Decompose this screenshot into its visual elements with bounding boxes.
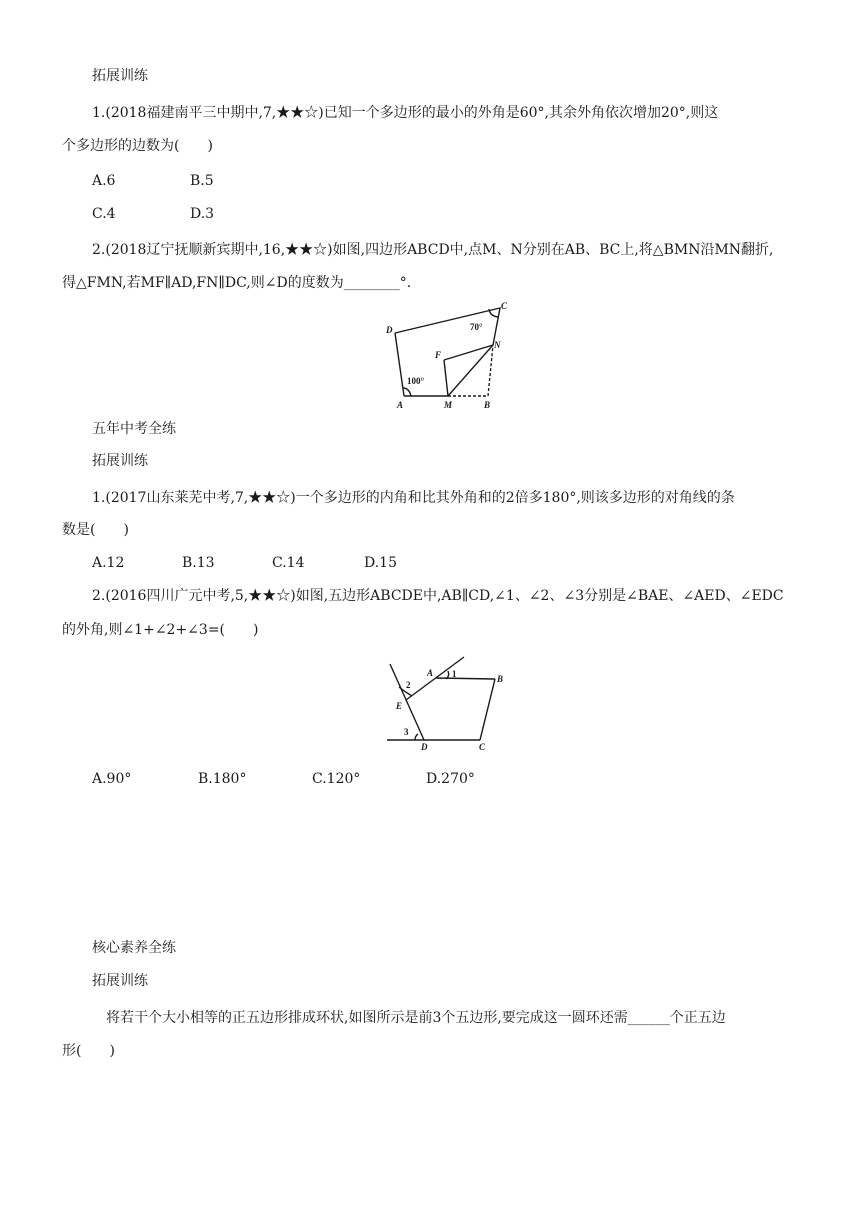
- question-1-text-line-1: 将若干个大小相等的正五边形排成环状,如图所示是前3个五边形,要完成这一圆环还需______个正五边: [106, 1010, 726, 1026]
- label-c: C: [479, 742, 486, 752]
- edge-ab: [436, 678, 495, 679]
- question-1-option-c: C.14: [272, 555, 305, 571]
- label-b: B: [497, 674, 504, 684]
- question-2-option-d: D.270°: [426, 771, 475, 787]
- question-2-option-b: B.180°: [198, 771, 247, 787]
- edge-mf: [444, 360, 448, 396]
- question-1-option-a: A.6: [92, 173, 116, 189]
- question-1-option-c: C.4: [92, 206, 116, 222]
- label-d: D: [386, 325, 393, 335]
- section-heading: 拓展训练: [92, 453, 148, 469]
- edge-bc: [480, 679, 495, 740]
- angle-c-label: 70°: [470, 322, 483, 332]
- label-c: C: [501, 301, 508, 311]
- angle-a-label: 100°: [407, 376, 425, 386]
- edge-da: [395, 333, 404, 396]
- angle-arc-3: [415, 734, 418, 740]
- edge-mn: [448, 345, 493, 396]
- question-1-option-d: D.15: [364, 555, 397, 571]
- question-1-option-b: B.13: [182, 555, 215, 571]
- label-d: D: [421, 742, 428, 752]
- question-1-text-line-2: 个多边形的边数为( ): [62, 138, 213, 154]
- question-1-option-d: D.3: [190, 206, 215, 222]
- label-a: A: [427, 668, 434, 678]
- question-2-option-a: A.90°: [92, 771, 132, 787]
- angle-3-label: 3: [404, 727, 409, 737]
- question-2-option-c: C.120°: [312, 771, 361, 787]
- question-2-text-line-1: 2.(2018辽宁抚顺新宾期中,16,★★☆)如图,四边形ABCD中,点M、N分别在AB、BC上,将△BMN沿MN翻折,: [92, 242, 774, 258]
- pentagon-figure: [382, 652, 518, 754]
- question-1-text-line-2: 形( ): [62, 1043, 115, 1059]
- section-title: 五年中考全练: [92, 421, 176, 437]
- question-1-option-b: B.5: [190, 173, 214, 189]
- question-1-text-line-1: 1.(2018福建南平三中期中,7,★★☆)已知一个多边形的最小的外角是60°,其余外角依次增加20°,则这: [92, 105, 719, 121]
- dashed-bn: [488, 345, 493, 396]
- question-1-text-line-1: 1.(2017山东莱芜中考,7,★★☆)一个多边形的内角和比其外角和的2倍多180°,则该多边形的对角线的条: [92, 490, 735, 506]
- quad-edges: [395, 308, 500, 345]
- label-f: F: [435, 350, 442, 360]
- label-m: M: [444, 400, 453, 410]
- question-2-text-line-2: 得△FMN,若MF∥AD,FN∥DC,则∠D的度数为________°.: [62, 275, 412, 291]
- label-n: N: [494, 340, 501, 350]
- question-1-text-line-2: 数是( ): [62, 522, 129, 538]
- quadrilateral-figure: [380, 298, 520, 412]
- section-title: 核心素养全练: [92, 940, 176, 956]
- label-b: B: [484, 400, 491, 410]
- section-heading: 拓展训练: [92, 973, 148, 989]
- question-2-text-line-2: 的外角,则∠1+∠2+∠3=( ): [62, 622, 259, 638]
- angle-2-label: 2: [406, 680, 411, 690]
- angle-1-label: 1: [452, 669, 457, 679]
- question-1-option-a: A.12: [92, 555, 125, 571]
- label-e: E: [396, 701, 403, 711]
- section-heading: 拓展训练: [92, 68, 148, 84]
- label-a: A: [397, 400, 404, 410]
- question-2-text-line-1: 2.(2016四川广元中考,5,★★☆)如图,五边形ABCDE中,AB∥CD,∠1、∠2、∠3分别是∠BAE、∠AED、∠EDC: [92, 588, 784, 604]
